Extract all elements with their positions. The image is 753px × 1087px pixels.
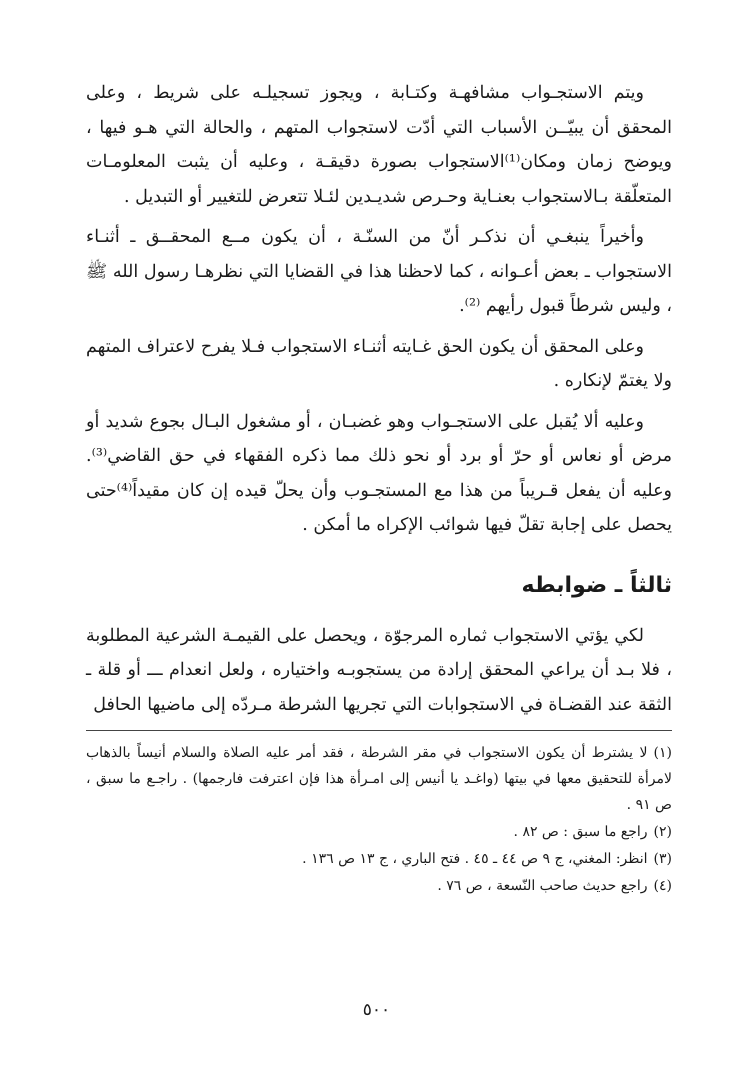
footnote-number: (١) (653, 745, 672, 761)
footnote-1 (86, 740, 672, 818)
body-paragraph-1 (86, 76, 672, 214)
section-heading: ثالثاً ـ ضوابطه (521, 572, 672, 598)
footnotes (86, 740, 672, 899)
footnote-divider (86, 730, 672, 731)
footnote-text: راجع حديث صاحب النّسعة ، ص ٧٦ . (437, 878, 648, 894)
body-paragraph-2 (86, 220, 672, 324)
footnote-number: (٣) (653, 851, 672, 867)
footnote-text: انظر: المغني، ج ٩ ص ٤٤ ـ ٤٥ . فتح الباري ، ج ١٣ ص ١٣٦ . (302, 851, 648, 867)
paragraph-text: وعلى المحقق أن يكون الحق غـايته أثنـاء الاستجواب فـلا يفرح لاعتراف المتهم ولا يغتمّ لإنكاره . (86, 336, 672, 391)
paragraph-text: ويتم الاستجـواب مشافهـة وكتـابة ، ويجوز تسجيلـه على شريط ، وعلى المحقق أن يبيّــن الأسباب التي أدّت لاستجواب المتهم ، والحالة التي هـو فيها ، ويوضح زمان ومكان⁽¹⁾الاستجواب بصورة دقيقـة ، وعليه أن يثبت المعلومـات المتعلّقة بـالاستجواب بعنـاية وحـرص شديـدين لئـلا تتعرض للتغيير أو التبديل . (86, 83, 672, 207)
footnote-number: (٤) (653, 878, 672, 894)
body-paragraph-3 (86, 330, 672, 399)
paragraph-text: لكي يؤتي الاستجواب ثماره المرجوّة ، ويحصل على القيمـة الشرعية المطلوبة ، فلا بـد أن يراعي المحقق إرادة من يستجوبـه واختياره ، ولعل انعدام ـــ أو قلة ـ الثقة عند القضـاة في الاستجوابات التي تجريها الشرطة مـردّه إلى ماضيها الحافل (86, 625, 672, 715)
footnote-text: راجع ما سبق : ص ٨٢ . (513, 824, 648, 840)
footnote-2 (86, 819, 672, 845)
page-number: ٥٠٠ (362, 1000, 391, 1020)
body-paragraph-4 (86, 405, 672, 543)
footnote-text: لا يشترط أن يكون الاستجواب في مقر الشرطة ، فقد أمر عليه الصلاة والسلام أنيساً بالذهاب لامرأة للتحقيق معها في بيتها (واغـد يا أنيس إلى امـرأة هذا فإن اعترفت فارجمها) . راجـع ما سبق ، ص ٩١ . (86, 745, 672, 813)
paragraph-text: وعليه ألا يُقبل على الاستجـواب وهو غضبـان ، أو مشغول البـال بجوع شديد أو مرض أو نعاس أو حرّ أو برد أو نحو ذلك مما ذكره الفقهاء في حق القاضي⁽³⁾. وعليه أن يفعل قـريباً من هذا مع المستجـوب وأن يحلّ قيده إن كان مقيداً⁽⁴⁾حتى يحصل على إجابة تقلّ فيها شوائب الإكراه ما أمكن . (86, 411, 672, 535)
footnote-4 (86, 873, 672, 899)
footnote-3 (86, 846, 672, 872)
document-page (86, 76, 672, 1036)
section-paragraph (86, 619, 672, 723)
footnote-number: (٢) (653, 824, 672, 840)
paragraph-text: وأخيراً ينبغـي أن نذكـر أنّ من السنّـة ، أن يكون مــع المحقــق ـ أثنـاء الاستجواب ـ بعض أعـوانه ، كما لاحظنا هذا في القضايا التي نظرهـا رسول الله ﷺ ، وليس شرطاً قبول رأيهم ⁽²⁾. (86, 227, 672, 316)
